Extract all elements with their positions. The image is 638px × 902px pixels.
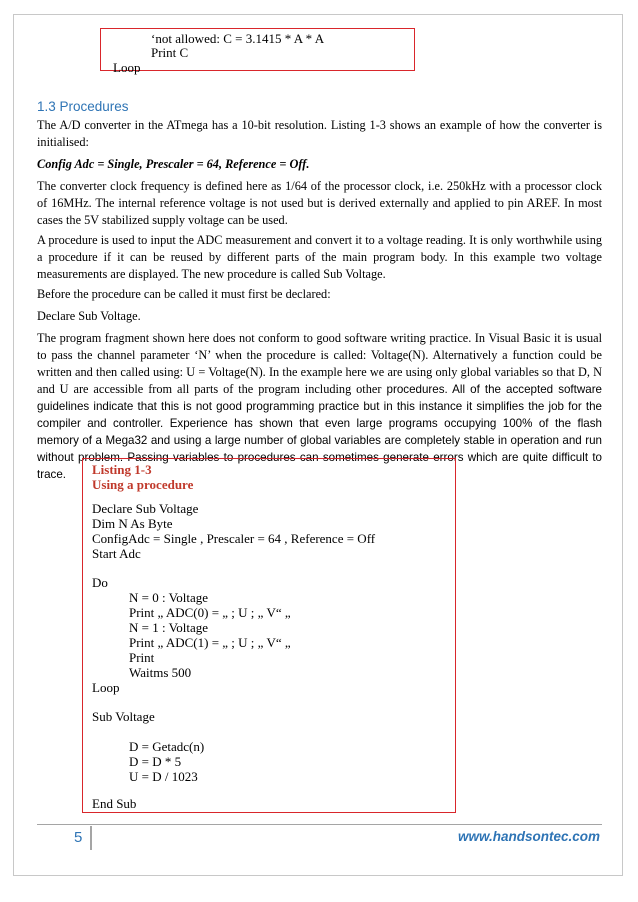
footer-divider <box>37 824 602 825</box>
listing-line: Start Adc <box>92 546 141 561</box>
paragraph-practice-sans: procedures. All of the accepted software guidelines indicate that this is not good programming practice but in this instance it simplifies the job for the compiler and controller. Experience has shown that even large programs occupying 100% of the flash memory of a Mega32 and using a large number of global variables are completely stable in operation and run without problem. Passing variables to procedures can sometimes generate errors which are quite difficult to trace. <box>37 383 603 481</box>
code-line: Loop <box>113 60 141 75</box>
listing-line: N = 1 : Voltage <box>129 620 209 635</box>
listing-line: D = D * 5 <box>129 754 182 769</box>
listing-line: U = D / 1023 <box>129 769 198 784</box>
section-heading: 1.3 Procedures <box>37 99 129 114</box>
paragraph-procedure: A procedure is used to input the ADC measurement and convert it to a voltage reading. It is only worthwhile using a procedure if it can be reused by different parts of the main program body. In this example two voltage measurements are displayed. The new procedure is called Sub Voltage. <box>37 233 602 281</box>
website-link[interactable]: www.handsontec.com <box>457 829 600 844</box>
paragraph-declare: Declare Sub Voltage. <box>37 309 141 323</box>
listing-title: Listing 1-3 <box>92 462 152 477</box>
listing-line: Declare Sub Voltage <box>92 501 199 516</box>
listing-line: Print <box>129 650 155 665</box>
page-number-bar <box>90 826 92 850</box>
listing-line: Waitms 500 <box>129 665 192 680</box>
config-statement: Config Adc = Single, Prescaler = 64, Reference = Off. <box>37 157 310 171</box>
paragraph-intro: The A/D converter in the ATmega has a 10-bit resolution. Listing 1-3 shows an example of how the converter is initialised: <box>37 118 602 149</box>
listing-line: Dim N As Byte <box>92 516 173 531</box>
code-box-continued <box>100 28 415 75</box>
listing-line: End Sub <box>92 796 137 811</box>
listing-line: N = 0 : Voltage <box>129 590 209 605</box>
code-line: ‘not allowed: C = 3.1415 * A * A <box>151 31 325 46</box>
page-number: 5 <box>74 829 83 846</box>
listing-line: Print „ ADC(0) = „ ; U ; „ V“ „ <box>129 605 291 620</box>
listing-line: Print „ ADC(1) = „ ; U ; „ V“ „ <box>129 635 291 650</box>
paragraph-practice-serif: The program fragment shown here does not conform to good software writing practice. In Visual Basic it is usual to pass the channel parameter ‘N’ when the procedure is called: Voltage(N). Alternatively a function could be written and then called using: U = Voltage(N). In the example here we are using only global variables so that D, N and U are accessible from all parts of the program including other <box>37 331 602 396</box>
listing-box <box>82 458 456 813</box>
listing-line: Do <box>92 575 108 590</box>
paragraph-clock: The converter clock frequency is defined here as 1/64 of the processor clock, i.e. 250kHz with a processor clock of 16MHz. The internal reference voltage is not used but is derived externally and applied to pin AREF. In most cases the 5V stabilized supply voltage can be used. <box>37 179 602 227</box>
paragraph-declare-note: Before the procedure can be called it must first be declared: <box>37 287 331 301</box>
listing-line: D = Getadc(n) <box>129 739 205 754</box>
code-line: Print C <box>151 45 189 60</box>
listing-subtitle: Using a procedure <box>92 477 194 492</box>
listing-line: Loop <box>92 680 120 695</box>
listing-line: ConfigAdc = Single , Prescaler = 64 , Reference = Off <box>92 531 376 546</box>
listing-line: Sub Voltage <box>92 709 155 724</box>
